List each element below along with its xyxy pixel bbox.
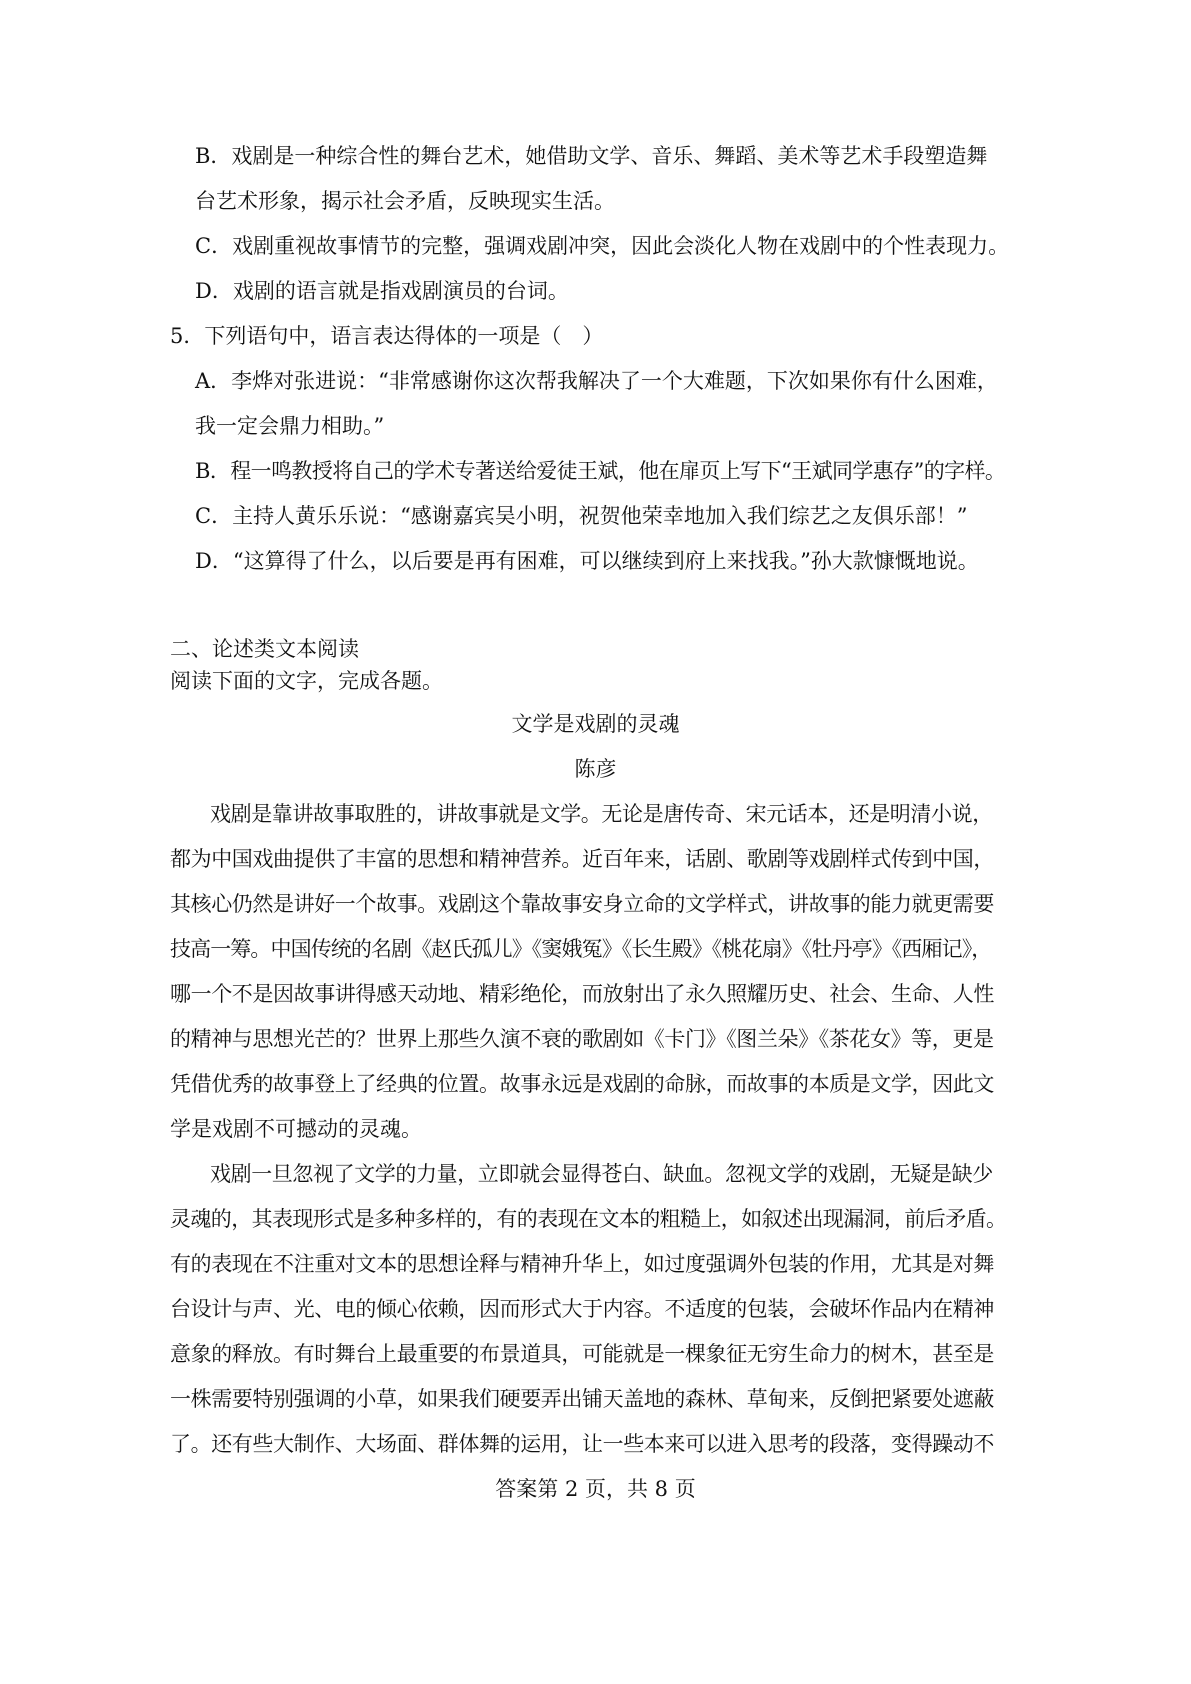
article-author: 陈彦 <box>574 757 617 781</box>
section-heading: 二、论述类文本阅读 <box>170 637 359 661</box>
q4-option-b-line-1: B．戏剧是一种综合性的舞台艺术，她借助文学、音乐、舞蹈、美术等艺术手段塑造舞 <box>195 144 988 168</box>
paragraph-2-line-7: 了。还有些大制作、大场面、群体舞的运用，让一些本来可以进入思考的段落，变得躁动不 <box>170 1432 994 1456</box>
paragraph-2-line-2: 灵魂的，其表现形式是多种多样的，有的表现在文本的粗糙上，如叙述出现漏洞，前后矛盾。 <box>170 1207 1007 1231</box>
paragraph-2-line-3: 有的表现在不注重对文本的思想诠释与精神升华上，如过度强调外包装的作用，尤其是对舞 <box>170 1252 994 1276</box>
paragraph-2-line-5: 意象的释放。有时舞台上最重要的布景道具，可能就是一棵象征无穷生命力的树木，甚至是 <box>170 1342 994 1366</box>
q5-option-d: D．“这算得了什么，以后要是再有困难，可以继续到府上来找我。”孙大款慷慨地说。 <box>195 549 979 573</box>
q4-option-b-line-2: 台艺术形象，揭示社会矛盾，反映现实生活。 <box>195 189 615 213</box>
paragraph-1-line-5: 哪一个不是因故事讲得感天动地、精彩绝伦，而放射出了永久照耀历史、社会、生命、人性 <box>170 982 994 1006</box>
q4-option-d: D．戏剧的语言就是指戏剧演员的台词。 <box>195 279 569 303</box>
paragraph-1-line-3: 其核心仍然是讲好一个故事。戏剧这个靠故事安身立命的文学样式，讲故事的能力就更需要 <box>170 892 994 916</box>
paragraph-2-line-4: 台设计与声、光、电的倾心依赖，因而形式大于内容。不适度的包装，会破坏作品内在精神 <box>170 1297 994 1321</box>
q5-option-a-line-2: 我一定会鼎力相助。” <box>195 414 385 438</box>
q5-option-b: B．程一鸣教授将自己的学术专著送给爱徒王斌，他在扉页上写下“王斌同学惠存”的字样。 <box>195 459 1006 483</box>
q5-stem: 5．下列语句中，语言表达得体的一项是（ ） <box>170 324 604 348</box>
q5-option-c: C．主持人黄乐乐说：“感谢嘉宾吴小明，祝贺他荣幸地加入我们综艺之友俱乐部！” <box>195 504 968 528</box>
q5-option-a-line-1: A．李烨对张进说：“非常感谢你这次帮我解决了一个大难题，下次如果你有什么困难， <box>195 369 998 393</box>
paragraph-1-line-1: 戏剧是靠讲故事取胜的，讲故事就是文学。无论是唐传奇、宋元话本，还是明清小说， <box>210 802 993 826</box>
paragraph-1-line-6: 的精神与思想光芒的？世界上那些久演不衰的歌剧如《卡门》《图兰朵》《茶花女》等，更是 <box>170 1027 994 1051</box>
paragraph-1-line-8: 学是戏剧不可撼动的灵魂。 <box>170 1117 422 1141</box>
paragraph-1-line-4: 技高一筹。中国传统的名剧《赵氏孤儿》《窦娥冤》《长生殿》《桃花扇》《牡丹亭》《西厢记》， <box>170 937 992 961</box>
page-footer: 答案第 2 页，共 8 页 <box>495 1477 696 1501</box>
paragraph-2-line-1: 戏剧一旦忽视了文学的力量，立即就会显得苍白、缺血。忽视文学的戏剧，无疑是缺少 <box>210 1162 993 1186</box>
article-title: 文学是戏剧的灵魂 <box>511 712 680 736</box>
paragraph-1-line-2: 都为中国戏曲提供了丰富的思想和精神营养。近百年来，话剧、歌剧等戏剧样式传到中国， <box>170 847 994 871</box>
paragraph-2-line-6: 一株需要特别强调的小草，如果我们硬要弄出铺天盖地的森林、草甸来，反倒把紧要处遮蔽 <box>170 1387 994 1411</box>
section-instruction: 阅读下面的文字，完成各题。 <box>170 669 443 693</box>
q4-option-c: C．戏剧重视故事情节的完整，强调戏剧冲突，因此会淡化人物在戏剧中的个性表现力。 <box>195 234 1010 258</box>
paragraph-1-line-7: 凭借优秀的故事登上了经典的位置。故事永远是戏剧的命脉，而故事的本质是文学，因此文 <box>170 1072 994 1096</box>
